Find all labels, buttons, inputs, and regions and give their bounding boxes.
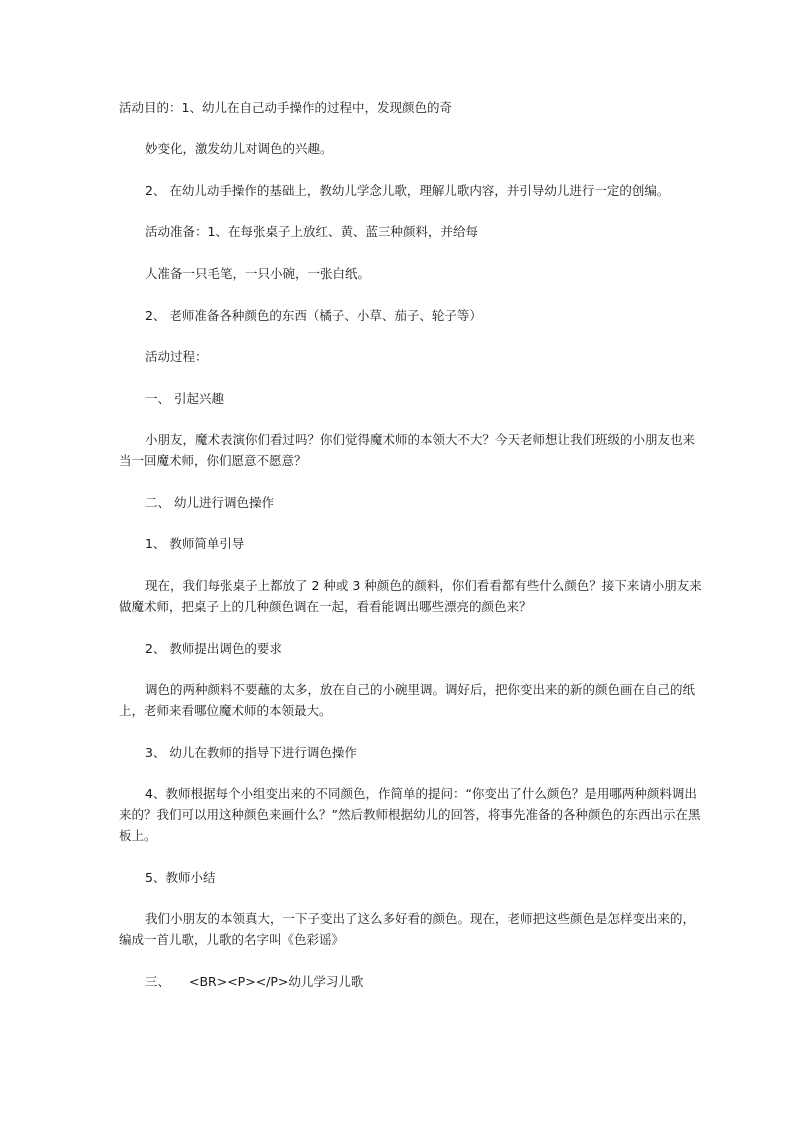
paragraph-summary-line1: 我们小朋友的本领真大，一下子变出了这么多好看的颜色。现在，老师把这些颜色是怎样变出来的， (145, 911, 696, 926)
paragraph-purpose-2: 2、 在幼儿动手操作的基础上，教幼儿学念儿歌，理解儿歌内容，并引导幼儿进行一定的创编。 (145, 183, 670, 198)
paragraph-purpose-line2: 妙变化，激发幼儿对调色的兴趣。 (145, 141, 333, 156)
paragraph-step2-line2: 上，老师来看哪位魔术师的本领最大。 (119, 703, 332, 718)
heading-step-2: 2、 教师提出调色的要求 (145, 641, 282, 656)
paragraph-preparation-line1: 活动准备：1、在每张桌子上放红、黄、蓝三种颜料，并给每 (145, 224, 478, 239)
paragraph-intro-line2: 当一回魔术师，你们愿意不愿意？ (119, 453, 307, 468)
paragraph-step4-line1: 4、教师根据每个小组变出来的不同颜色，作简单的提问：“你变出了什么颜色？是用哪两种颜料调出 (145, 786, 697, 801)
heading-step-3: 3、 幼儿在教师的指导下进行调色操作 (145, 745, 357, 760)
heading-step-5: 5、教师小结 (145, 870, 216, 885)
paragraph-intro-line1: 小朋友，魔术表演你们看过吗？你们觉得魔术师的本领大不大？今天老师想让我们班级的小朋友也来 (145, 432, 696, 447)
paragraph-purpose-line1: 活动目的：1、幼儿在自己动手操作的过程中，发现颜色的奇 (119, 100, 452, 115)
heading-section-3-number: 三、 (145, 974, 171, 989)
paragraph-preparation-line2: 人准备一只毛笔，一只小碗，一张白纸。 (145, 266, 371, 281)
paragraph-step4-line3: 板上。 (119, 828, 157, 843)
paragraph-preparation-2: 2、 老师准备各种颜色的东西（橘子、小草、茄子、轮子等） (145, 308, 482, 323)
paragraph-step1-line1: 现在，我们每张桌子上都放了 2 种或 3 种颜色的颜料，你们看看都有些什么颜色？接下来请小朋友来 (145, 578, 702, 593)
paragraph-summary-line2: 编成一首儿歌，儿歌的名字叫《色彩谣》 (119, 932, 345, 947)
paragraph-step1-line2: 做魔术师，把桌子上的几种颜色调在一起，看看能调出哪些漂亮的颜色来？ (119, 599, 532, 614)
heading-section-1: 一、 引起兴趣 (145, 391, 224, 406)
paragraph-step4-line2: 来的？我们可以用这种颜色来画什么？”然后教师根据幼儿的回答，将事先准备的各种颜色的东西出示在黑 (119, 807, 701, 822)
heading-process: 活动过程： (145, 349, 208, 364)
heading-section-2: 二、 幼儿进行调色操作 (145, 495, 274, 510)
heading-section-3-text: <BR><P></P>幼儿学习儿歌 (189, 974, 364, 989)
heading-step-1: 1、 教师简单引导 (145, 536, 245, 551)
paragraph-step2-line1: 调色的两种颜料不要蘸的太多，放在自己的小碗里调。调好后，把你变出来的新的颜色画在自己的纸 (145, 682, 696, 697)
